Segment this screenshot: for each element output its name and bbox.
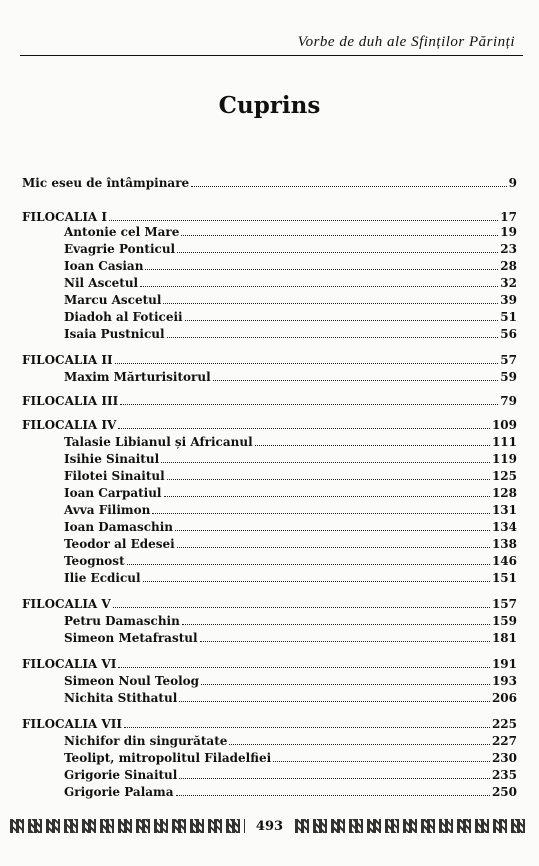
header-rule (20, 55, 523, 56)
toc-subentry (64, 499, 517, 517)
dot-leader (191, 186, 506, 187)
toc-entry-page: 193 (491, 674, 517, 688)
toc-subentry (64, 323, 517, 341)
toc-subentry (64, 306, 517, 324)
toc-entry-label: Grigorie Sinaitul (64, 768, 178, 782)
toc-entry-page: 28 (500, 259, 517, 273)
toc-entry-label: Nichifor din singurătate (64, 734, 228, 748)
toc-subentry (64, 781, 517, 799)
toc-subentry (64, 255, 517, 273)
toc-entry-label: Maxim Mărturisitorul (64, 370, 211, 384)
toc-entry-page: 119 (491, 452, 517, 466)
toc-entry-page: 131 (491, 503, 517, 517)
dot-leader (175, 530, 490, 531)
dot-leader (229, 744, 490, 745)
dot-leader (177, 547, 490, 548)
toc-entry (22, 349, 517, 367)
dot-leader (201, 684, 490, 685)
toc-entry-label: Isaia Pustnicul (64, 327, 165, 341)
dot-leader (181, 235, 498, 236)
toc-subentry (64, 730, 517, 748)
toc-entry-page: 125 (491, 469, 517, 483)
toc-entry-label: Ioan Casian (64, 259, 144, 273)
toc-entry-page: 134 (491, 520, 517, 534)
toc-entry-page: 157 (491, 597, 517, 611)
toc-entry-label: Nil Ascetul (64, 276, 139, 290)
toc-entry-page: 111 (491, 435, 517, 449)
dot-leader (143, 581, 490, 582)
toc-entry-page: 235 (491, 768, 517, 782)
dot-leader (120, 404, 498, 405)
toc-entry-label: Nichita Stithatul (64, 691, 178, 705)
dot-leader (179, 778, 490, 779)
toc-subentry (64, 747, 517, 765)
toc-entry-label: FILOCALIA IV (22, 418, 117, 432)
dot-leader (115, 363, 499, 364)
toc-entry (22, 713, 517, 731)
dot-leader (113, 607, 490, 608)
toc-entry-label: Filotei Sinaitul (64, 469, 165, 483)
toc-entry-page: 56 (500, 327, 517, 341)
toc-subentry (64, 567, 517, 585)
toc-subentry (64, 550, 517, 568)
toc-entry-label: Grigorie Palama (64, 785, 174, 799)
dot-leader (124, 727, 490, 728)
page-number: 493 (255, 818, 284, 834)
toc-entry-page: 128 (491, 486, 517, 500)
ornament-right (295, 819, 530, 833)
toc-entry-page: 206 (491, 691, 517, 705)
toc-entry-label: FILOCALIA VII (22, 717, 122, 731)
toc-entry-label: FILOCALIA III (22, 394, 119, 408)
toc-entry-label: FILOCALIA VI (22, 657, 117, 671)
toc-entry-label: Marcu Ascetul (64, 293, 162, 307)
dot-leader (163, 303, 498, 304)
toc-subentry (64, 448, 517, 466)
dot-leader (255, 445, 490, 446)
dot-leader (176, 795, 490, 796)
toc-entry (22, 593, 517, 611)
toc-entry-page: 79 (500, 394, 517, 408)
toc-entry-page: 109 (491, 418, 517, 432)
dot-leader (179, 701, 490, 702)
toc-subentry (64, 516, 517, 534)
toc-entry-page: 225 (491, 717, 517, 731)
toc-entry-label: FILOCALIA II (22, 353, 113, 367)
toc-entry-label: Isihie Sinaitul (64, 452, 160, 466)
toc-entry-page: 9 (508, 176, 517, 190)
toc-entry-label: Petru Damaschin (64, 614, 180, 628)
toc-subentry (64, 221, 517, 239)
toc-entry (22, 390, 517, 408)
dot-leader (118, 667, 490, 668)
dot-leader (177, 252, 498, 253)
toc-subentry (64, 627, 517, 645)
dot-leader (164, 496, 490, 497)
toc-entry (22, 653, 517, 671)
toc-entry-page: 23 (500, 242, 517, 256)
toc-subentry (64, 238, 517, 256)
toc-entry-label: Ilie Ecdicul (64, 571, 141, 585)
dot-leader (200, 641, 490, 642)
toc-subentry (64, 687, 517, 705)
toc-subentry (64, 272, 517, 290)
page-footer (10, 815, 529, 837)
toc-entry-page: 17 (500, 210, 517, 224)
toc-subentry (64, 482, 517, 500)
toc-entry-label: Avva Filimon (64, 503, 151, 517)
toc-entry-page: 57 (500, 353, 517, 367)
toc-entry-page: 191 (491, 657, 517, 671)
toc-subentry (64, 289, 517, 307)
toc-entry-label: Talasie Libianul și Africanul (64, 435, 253, 449)
toc-entry-page: 32 (500, 276, 517, 290)
toc-entry-page: 146 (491, 554, 517, 568)
toc-entry-page: 227 (491, 734, 517, 748)
toc-subentry (64, 366, 517, 384)
running-header (20, 20, 523, 60)
toc-entry-label: Simeon Metafrastul (64, 631, 198, 645)
dot-leader (213, 380, 499, 381)
dot-leader (167, 337, 499, 338)
toc-entry-label: Teognost (64, 554, 125, 568)
page-title: Cuprins (218, 92, 321, 119)
toc-subentry (64, 764, 517, 782)
dot-leader (118, 428, 490, 429)
toc-entry-label: Teodor al Edesei (64, 537, 175, 551)
dot-leader (185, 320, 499, 321)
toc-entry-label: Diadoh al Foticeii (64, 310, 183, 324)
running-title: Vorbe de duh ale Sfinților Părinți (297, 34, 515, 50)
dot-leader (152, 513, 490, 514)
toc-entry-label: Ioan Carpatiul (64, 486, 162, 500)
toc-subentry (64, 533, 517, 551)
dot-leader (145, 269, 498, 270)
toc-entry-label: Mic eseu de întâmpinare (22, 176, 190, 190)
toc-entry-page: 51 (500, 310, 517, 324)
dot-leader (182, 624, 490, 625)
dot-leader (167, 479, 490, 480)
toc-subentry (64, 610, 517, 628)
dot-leader (140, 286, 498, 287)
toc-entry-page: 151 (491, 571, 517, 585)
toc-entry (22, 414, 517, 432)
toc-entry-page: 59 (500, 370, 517, 384)
toc-entry-page: 39 (500, 293, 517, 307)
ornament-left (10, 819, 245, 833)
toc-entry-label: Simeon Noul Teolog (64, 674, 200, 688)
toc-entry-page: 230 (491, 751, 517, 765)
toc-entry-label: FILOCALIA V (22, 597, 111, 611)
toc-subentry (64, 670, 517, 688)
dot-leader (273, 761, 490, 762)
toc-entry-page: 138 (491, 537, 517, 551)
toc-entry-label: Ioan Damaschin (64, 520, 174, 534)
toc-entry (22, 172, 517, 190)
toc-entry-page: 181 (491, 631, 517, 645)
dot-leader (161, 462, 490, 463)
toc-entry-label: FILOCALIA I (22, 210, 108, 224)
toc-subentry (64, 465, 517, 483)
toc-entry-page: 159 (491, 614, 517, 628)
toc-entry-label: Evagrie Ponticul (64, 242, 176, 256)
toc-subentry (64, 431, 517, 449)
toc-entry-label: Teolipt, mitropolitul Filadelfiei (64, 751, 272, 765)
toc-entry-page: 19 (500, 225, 517, 239)
dot-leader (127, 564, 490, 565)
toc-entry-label: Antonie cel Mare (64, 225, 180, 239)
toc-entry-page: 250 (491, 785, 517, 799)
